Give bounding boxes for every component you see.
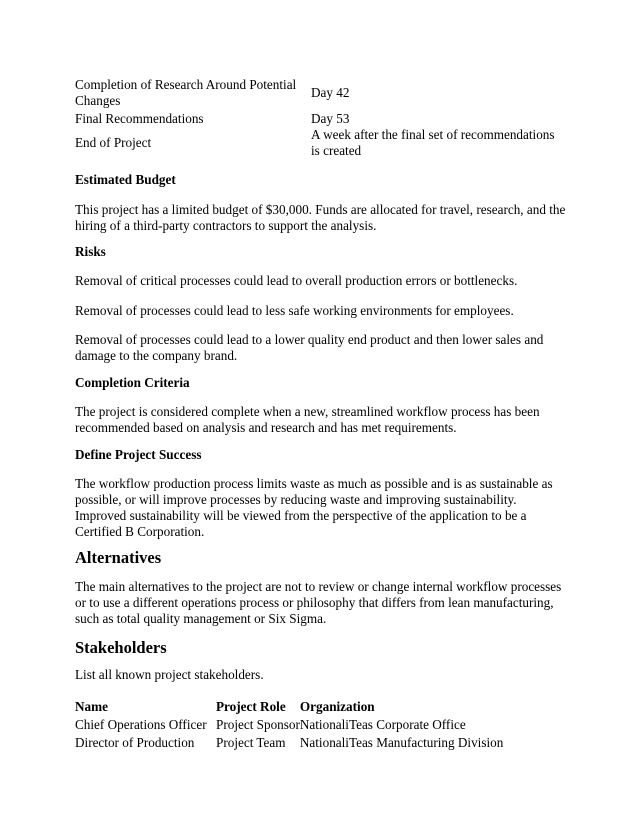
table-row [75,734,503,752]
success-heading: Define Project Success [75,447,202,462]
stakeholders-intro: List all known project stakeholders. [75,667,264,682]
stakeholder-role: Project Team [216,735,286,750]
timeline-table [75,76,565,159]
completion-text: The project is considered complete when a new, streamlined workflow process has been recommended based on analysis and research and has met requirements. [75,404,540,435]
risk-item: Removal of processes could lead to a lower quality end product and then lower sales and damage to the company brand. [75,332,544,363]
task-cell: End of Project [75,135,152,150]
stakeholder-organization: NationaliTeas Corporate Office [299,717,466,732]
column-header: Name [75,699,108,714]
column-header: Organization [299,699,375,714]
table-row [75,76,565,110]
success-text: The workflow production process limits waste as much as possible and is as sustainable as possible, or will improve processes by reducing waste and improving sustainability. Improved sustainability will be viewed from the perspective of the application to be a Certified B Corporation. [75,476,553,539]
column-header: Project Role [216,699,286,714]
stakeholder-organization: NationaliTeas Manufacturing Division [299,735,504,750]
task-cell: Final Recommendations [75,110,204,126]
timing-cell: Day 53 [311,110,350,126]
table-row [75,127,565,159]
table-header-row [75,698,503,716]
stakeholders-table [75,698,503,752]
task-cell: Completion of Research Around Potential Changes [75,77,297,108]
table-row [75,110,565,127]
alternatives-text: The main alternatives to the project are not to review or change internal workflow processes or to use a different operations process or philosophy that differs from lean manufacturing, such as total quality management or Six Sigma. [75,579,562,626]
risks-heading: Risks [75,244,106,259]
stakeholders-heading: Stakeholders [75,638,167,657]
timing-cell: Day 42 [311,85,350,100]
timing-cell: A week after the final set of recommendations is created [311,127,555,158]
table-row [75,716,503,734]
budget-text: This project has a limited budget of $30,000. Funds are allocated for travel, research, and the hiring of a third-party contractors to support the analysis. [75,202,566,233]
risk-item: Removal of processes could lead to less safe working environments for employees. [75,303,514,318]
risk-item: Removal of critical processes could lead to overall production errors or bottlenecks. [75,273,518,288]
alternatives-heading: Alternatives [75,548,162,567]
budget-heading: Estimated Budget [75,172,176,187]
stakeholder-name: Chief Operations Officer [75,717,207,732]
stakeholder-role: Project Sponsor [216,717,300,732]
completion-heading: Completion Criteria [75,375,190,390]
stakeholder-name: Director of Production [75,735,195,750]
